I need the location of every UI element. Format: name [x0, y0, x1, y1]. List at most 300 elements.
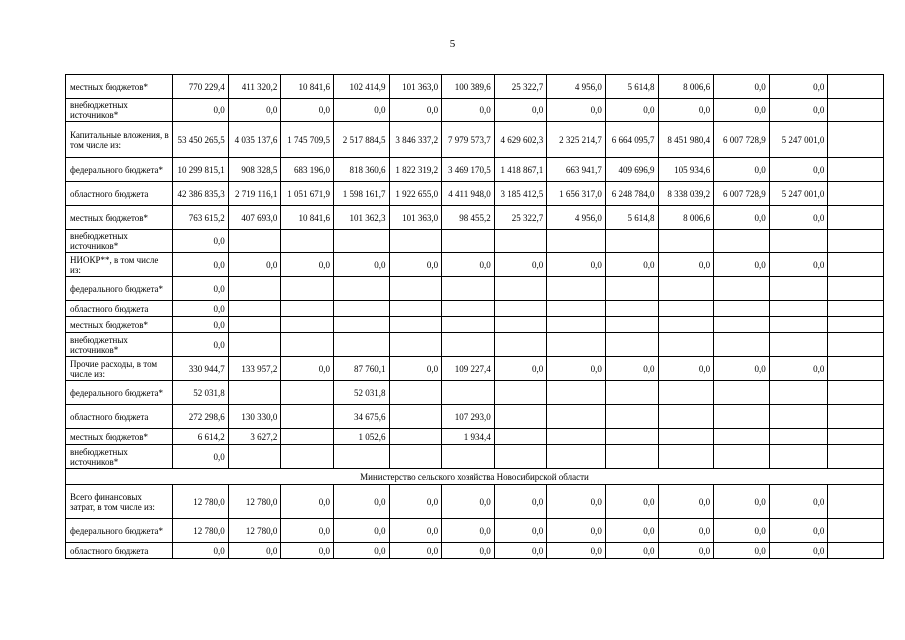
value-cell: 0,0 — [333, 99, 389, 122]
value-cell — [442, 333, 495, 357]
table-row — [66, 277, 884, 301]
value-cell: 0,0 — [547, 99, 606, 122]
row-label: внебюджетных источников* — [66, 445, 173, 469]
value-cell — [658, 230, 714, 253]
empty-trailing-cell — [828, 333, 884, 357]
value-cell — [714, 429, 770, 445]
value-cell: 0,0 — [714, 158, 770, 182]
value-cell: 101 363,0 — [389, 206, 442, 230]
value-cell — [389, 381, 442, 405]
value-cell: 0,0 — [333, 253, 389, 277]
value-cell: 0,0 — [769, 99, 828, 122]
value-cell: 0,0 — [605, 99, 658, 122]
value-cell — [769, 405, 828, 429]
value-cell: 2 517 884,5 — [333, 122, 389, 158]
row-label: внебюджетных источников* — [66, 333, 173, 357]
value-cell: 0,0 — [389, 519, 442, 543]
value-cell: 0,0 — [333, 543, 389, 559]
table-row — [66, 381, 884, 405]
value-cell: 98 455,2 — [442, 206, 495, 230]
value-cell: 0,0 — [442, 543, 495, 559]
value-cell: 272 298,6 — [173, 405, 229, 429]
value-cell — [547, 405, 606, 429]
value-cell: 4 956,0 — [547, 75, 606, 99]
value-cell: 0,0 — [658, 519, 714, 543]
row-label: федерального бюджета* — [66, 277, 173, 301]
value-cell: 0,0 — [769, 543, 828, 559]
value-cell: 411 320,2 — [228, 75, 281, 99]
value-cell — [714, 405, 770, 429]
value-cell: 0,0 — [281, 485, 334, 519]
value-cell: 0,0 — [769, 75, 828, 99]
value-cell — [281, 301, 334, 317]
value-cell: 0,0 — [714, 357, 770, 381]
value-cell: 0,0 — [714, 519, 770, 543]
value-cell: 0,0 — [714, 485, 770, 519]
value-cell: 0,0 — [494, 253, 547, 277]
value-cell — [333, 301, 389, 317]
value-cell — [333, 445, 389, 469]
value-cell: 683 196,0 — [281, 158, 334, 182]
value-cell: 0,0 — [769, 357, 828, 381]
value-cell — [442, 230, 495, 253]
value-cell — [442, 277, 495, 301]
value-cell: 0,0 — [605, 357, 658, 381]
value-cell — [494, 333, 547, 357]
value-cell — [494, 317, 547, 333]
value-cell: 0,0 — [605, 485, 658, 519]
empty-trailing-cell — [828, 405, 884, 429]
value-cell — [281, 445, 334, 469]
row-label: федерального бюджета* — [66, 158, 173, 182]
value-cell: 0,0 — [494, 357, 547, 381]
value-cell — [494, 230, 547, 253]
value-cell: 0,0 — [389, 99, 442, 122]
value-cell: 770 229,4 — [173, 75, 229, 99]
empty-trailing-cell — [828, 122, 884, 158]
value-cell: 0,0 — [714, 206, 770, 230]
value-cell — [769, 381, 828, 405]
row-label: областного бюджета — [66, 543, 173, 559]
value-cell: 0,0 — [173, 543, 229, 559]
empty-trailing-cell — [828, 445, 884, 469]
value-cell: 1 656 317,0 — [547, 182, 606, 206]
value-cell — [714, 333, 770, 357]
value-cell — [281, 333, 334, 357]
table-row — [66, 445, 884, 469]
value-cell: 52 031,8 — [333, 381, 389, 405]
row-label: НИОКР**, в том числе из: — [66, 253, 173, 277]
value-cell — [605, 429, 658, 445]
value-cell: 105 934,6 — [658, 158, 714, 182]
value-cell — [547, 333, 606, 357]
value-cell: 0,0 — [714, 253, 770, 277]
value-cell — [281, 317, 334, 333]
value-cell: 0,0 — [605, 543, 658, 559]
value-cell: 1 418 867,1 — [494, 158, 547, 182]
value-cell: 3 185 412,5 — [494, 182, 547, 206]
value-cell: 0,0 — [173, 253, 229, 277]
value-cell: 0,0 — [389, 357, 442, 381]
value-cell — [333, 317, 389, 333]
value-cell: 7 979 573,7 — [442, 122, 495, 158]
value-cell: 0,0 — [769, 485, 828, 519]
value-cell: 0,0 — [769, 519, 828, 543]
value-cell: 6 007 728,9 — [714, 182, 770, 206]
value-cell: 10 299 815,1 — [173, 158, 229, 182]
value-cell — [389, 333, 442, 357]
value-cell: 0,0 — [389, 253, 442, 277]
empty-trailing-cell — [828, 543, 884, 559]
value-cell: 0,0 — [494, 519, 547, 543]
value-cell: 130 330,0 — [228, 405, 281, 429]
value-cell: 0,0 — [714, 99, 770, 122]
section-header-row — [66, 469, 884, 485]
row-label: областного бюджета — [66, 405, 173, 429]
row-label: Прочие расходы, в том числе из: — [66, 357, 173, 381]
value-cell — [658, 405, 714, 429]
value-cell — [547, 429, 606, 445]
value-cell: 0,0 — [658, 543, 714, 559]
value-cell — [442, 381, 495, 405]
table-row — [66, 429, 884, 445]
row-label: внебюджетных источников* — [66, 230, 173, 253]
value-cell: 1 051 671,9 — [281, 182, 334, 206]
value-cell: 0,0 — [333, 519, 389, 543]
value-cell: 10 841,6 — [281, 206, 334, 230]
value-cell: 0,0 — [547, 485, 606, 519]
value-cell — [658, 277, 714, 301]
value-cell — [547, 381, 606, 405]
value-cell — [714, 381, 770, 405]
empty-trailing-cell — [828, 381, 884, 405]
value-cell — [494, 405, 547, 429]
value-cell: 409 696,9 — [605, 158, 658, 182]
value-cell: 330 944,7 — [173, 357, 229, 381]
value-cell — [442, 445, 495, 469]
value-cell: 3 469 170,5 — [442, 158, 495, 182]
value-cell: 0,0 — [281, 99, 334, 122]
value-cell: 0,0 — [442, 253, 495, 277]
value-cell: 3 846 337,2 — [389, 122, 442, 158]
value-cell — [547, 317, 606, 333]
value-cell — [658, 445, 714, 469]
value-cell: 0,0 — [769, 206, 828, 230]
value-cell: 0,0 — [658, 485, 714, 519]
value-cell — [605, 381, 658, 405]
table-row — [66, 543, 884, 559]
value-cell: 4 411 948,0 — [442, 182, 495, 206]
value-cell: 0,0 — [228, 543, 281, 559]
value-cell: 6 007 728,9 — [714, 122, 770, 158]
value-cell: 42 386 835,3 — [173, 182, 229, 206]
value-cell: 0,0 — [173, 301, 229, 317]
value-cell — [228, 317, 281, 333]
value-cell: 25 322,7 — [494, 75, 547, 99]
value-cell — [228, 333, 281, 357]
value-cell: 0,0 — [228, 99, 281, 122]
value-cell — [389, 301, 442, 317]
table-row — [66, 405, 884, 429]
table-row — [66, 317, 884, 333]
page-number: 5 — [449, 38, 456, 50]
value-cell: 5 614,8 — [605, 75, 658, 99]
value-cell: 34 675,6 — [333, 405, 389, 429]
value-cell — [714, 230, 770, 253]
value-cell: 908 328,5 — [228, 158, 281, 182]
value-cell: 107 293,0 — [442, 405, 495, 429]
value-cell — [389, 445, 442, 469]
value-cell: 100 389,6 — [442, 75, 495, 99]
value-cell — [605, 277, 658, 301]
value-cell — [389, 405, 442, 429]
row-label: областного бюджета — [66, 301, 173, 317]
value-cell — [605, 445, 658, 469]
value-cell — [389, 317, 442, 333]
value-cell — [547, 301, 606, 317]
value-cell: 0,0 — [605, 253, 658, 277]
value-cell — [547, 277, 606, 301]
value-cell: 0,0 — [494, 485, 547, 519]
empty-trailing-cell — [828, 230, 884, 253]
row-label: федерального бюджета* — [66, 519, 173, 543]
value-cell — [442, 317, 495, 333]
value-cell — [658, 381, 714, 405]
value-cell: 109 227,4 — [442, 357, 495, 381]
value-cell: 0,0 — [605, 519, 658, 543]
value-cell: 0,0 — [547, 253, 606, 277]
value-cell: 10 841,6 — [281, 75, 334, 99]
value-cell — [281, 277, 334, 301]
value-cell: 0,0 — [173, 99, 229, 122]
empty-trailing-cell — [828, 158, 884, 182]
value-cell — [658, 317, 714, 333]
row-label: внебюджетных источников* — [66, 99, 173, 122]
value-cell: 133 957,2 — [228, 357, 281, 381]
value-cell — [442, 301, 495, 317]
value-cell — [658, 429, 714, 445]
row-label: Капитальные вложения, в том числе из: — [66, 122, 173, 158]
empty-trailing-cell — [828, 277, 884, 301]
value-cell: 0,0 — [389, 543, 442, 559]
table-row — [66, 99, 884, 122]
value-cell: 0,0 — [333, 485, 389, 519]
value-cell: 6 614,2 — [173, 429, 229, 445]
financing-table — [65, 74, 884, 559]
value-cell: 4 035 137,6 — [228, 122, 281, 158]
value-cell: 1 598 161,7 — [333, 182, 389, 206]
value-cell: 52 031,8 — [173, 381, 229, 405]
value-cell: 0,0 — [658, 99, 714, 122]
value-cell: 0,0 — [547, 519, 606, 543]
value-cell — [658, 333, 714, 357]
value-cell: 663 941,7 — [547, 158, 606, 182]
value-cell — [769, 429, 828, 445]
row-label: федерального бюджета* — [66, 381, 173, 405]
value-cell — [228, 445, 281, 469]
value-cell: 0,0 — [281, 543, 334, 559]
empty-trailing-cell — [828, 301, 884, 317]
table-body — [66, 75, 884, 559]
value-cell: 0,0 — [547, 357, 606, 381]
value-cell — [281, 429, 334, 445]
value-cell — [389, 277, 442, 301]
value-cell — [494, 277, 547, 301]
value-cell: 0,0 — [442, 519, 495, 543]
value-cell: 6 248 784,0 — [605, 182, 658, 206]
table-row — [66, 122, 884, 158]
value-cell — [714, 301, 770, 317]
value-cell — [605, 333, 658, 357]
value-cell: 101 362,3 — [333, 206, 389, 230]
value-cell — [333, 333, 389, 357]
value-cell: 0,0 — [658, 253, 714, 277]
value-cell: 0,0 — [658, 357, 714, 381]
empty-trailing-cell — [828, 519, 884, 543]
value-cell: 5 247 001,0 — [769, 122, 828, 158]
value-cell: 4 956,0 — [547, 206, 606, 230]
value-cell — [494, 445, 547, 469]
value-cell: 8 338 039,2 — [658, 182, 714, 206]
value-cell — [605, 301, 658, 317]
value-cell — [228, 301, 281, 317]
empty-trailing-cell — [828, 317, 884, 333]
value-cell — [333, 230, 389, 253]
value-cell — [228, 381, 281, 405]
value-cell: 407 693,0 — [228, 206, 281, 230]
value-cell: 0,0 — [714, 543, 770, 559]
table-row — [66, 357, 884, 381]
value-cell: 6 664 095,7 — [605, 122, 658, 158]
value-cell — [547, 445, 606, 469]
value-cell: 763 615,2 — [173, 206, 229, 230]
value-cell: 1 745 709,5 — [281, 122, 334, 158]
value-cell: 5 247 001,0 — [769, 182, 828, 206]
value-cell — [605, 230, 658, 253]
value-cell: 12 780,0 — [228, 485, 281, 519]
value-cell: 3 627,2 — [228, 429, 281, 445]
table-row — [66, 485, 884, 519]
empty-trailing-cell — [828, 206, 884, 230]
empty-trailing-cell — [828, 182, 884, 206]
value-cell — [389, 429, 442, 445]
value-cell: 0,0 — [173, 277, 229, 301]
value-cell: 0,0 — [173, 317, 229, 333]
value-cell: 818 360,6 — [333, 158, 389, 182]
value-cell — [333, 277, 389, 301]
value-cell: 53 450 265,5 — [173, 122, 229, 158]
table-row — [66, 253, 884, 277]
empty-trailing-cell — [828, 357, 884, 381]
value-cell: 0,0 — [494, 99, 547, 122]
row-label: Всего финансовых затрат, в том числе из: — [66, 485, 173, 519]
value-cell: 0,0 — [281, 519, 334, 543]
table-row — [66, 75, 884, 99]
value-cell — [281, 230, 334, 253]
value-cell: 12 780,0 — [228, 519, 281, 543]
value-cell: 0,0 — [494, 543, 547, 559]
value-cell — [769, 317, 828, 333]
value-cell — [605, 317, 658, 333]
row-label: местных бюджетов* — [66, 317, 173, 333]
value-cell: 4 629 602,3 — [494, 122, 547, 158]
value-cell — [605, 405, 658, 429]
empty-trailing-cell — [828, 429, 884, 445]
table-row — [66, 182, 884, 206]
value-cell: 0,0 — [173, 230, 229, 253]
value-cell: 8 006,6 — [658, 206, 714, 230]
table-row — [66, 158, 884, 182]
value-cell — [714, 317, 770, 333]
value-cell: 102 414,9 — [333, 75, 389, 99]
value-cell — [494, 381, 547, 405]
value-cell — [769, 333, 828, 357]
value-cell: 0,0 — [389, 485, 442, 519]
section-title: Министерство сельского хозяйства Новосибирской области — [66, 469, 884, 485]
empty-trailing-cell — [828, 75, 884, 99]
value-cell: 1 934,4 — [442, 429, 495, 445]
value-cell: 0,0 — [442, 485, 495, 519]
value-cell — [714, 277, 770, 301]
table-row — [66, 230, 884, 253]
value-cell — [658, 301, 714, 317]
value-cell: 0,0 — [281, 357, 334, 381]
value-cell — [547, 230, 606, 253]
value-cell — [769, 445, 828, 469]
value-cell — [281, 381, 334, 405]
value-cell: 0,0 — [442, 99, 495, 122]
table-row — [66, 301, 884, 317]
value-cell — [389, 230, 442, 253]
value-cell: 0,0 — [173, 445, 229, 469]
value-cell: 0,0 — [769, 253, 828, 277]
value-cell: 2 719 116,1 — [228, 182, 281, 206]
row-label: местных бюджетов* — [66, 206, 173, 230]
value-cell: 1 822 319,2 — [389, 158, 442, 182]
row-label: местных бюджетов* — [66, 75, 173, 99]
value-cell — [769, 230, 828, 253]
value-cell: 2 325 214,7 — [547, 122, 606, 158]
value-cell: 1 052,6 — [333, 429, 389, 445]
value-cell: 12 780,0 — [173, 519, 229, 543]
value-cell: 0,0 — [281, 253, 334, 277]
value-cell: 25 322,7 — [494, 206, 547, 230]
table-row — [66, 519, 884, 543]
value-cell — [714, 445, 770, 469]
value-cell — [494, 429, 547, 445]
value-cell: 101 363,0 — [389, 75, 442, 99]
value-cell: 0,0 — [547, 543, 606, 559]
table-row — [66, 333, 884, 357]
value-cell: 87 760,1 — [333, 357, 389, 381]
value-cell: 0,0 — [173, 333, 229, 357]
value-cell: 0,0 — [714, 75, 770, 99]
empty-trailing-cell — [828, 253, 884, 277]
table-row — [66, 206, 884, 230]
value-cell — [228, 230, 281, 253]
value-cell — [494, 301, 547, 317]
value-cell — [769, 301, 828, 317]
value-cell: 12 780,0 — [173, 485, 229, 519]
value-cell: 0,0 — [769, 158, 828, 182]
value-cell: 8 451 980,4 — [658, 122, 714, 158]
row-label: местных бюджетов* — [66, 429, 173, 445]
value-cell — [228, 277, 281, 301]
empty-trailing-cell — [828, 485, 884, 519]
value-cell: 5 614,8 — [605, 206, 658, 230]
value-cell — [281, 405, 334, 429]
value-cell — [769, 277, 828, 301]
